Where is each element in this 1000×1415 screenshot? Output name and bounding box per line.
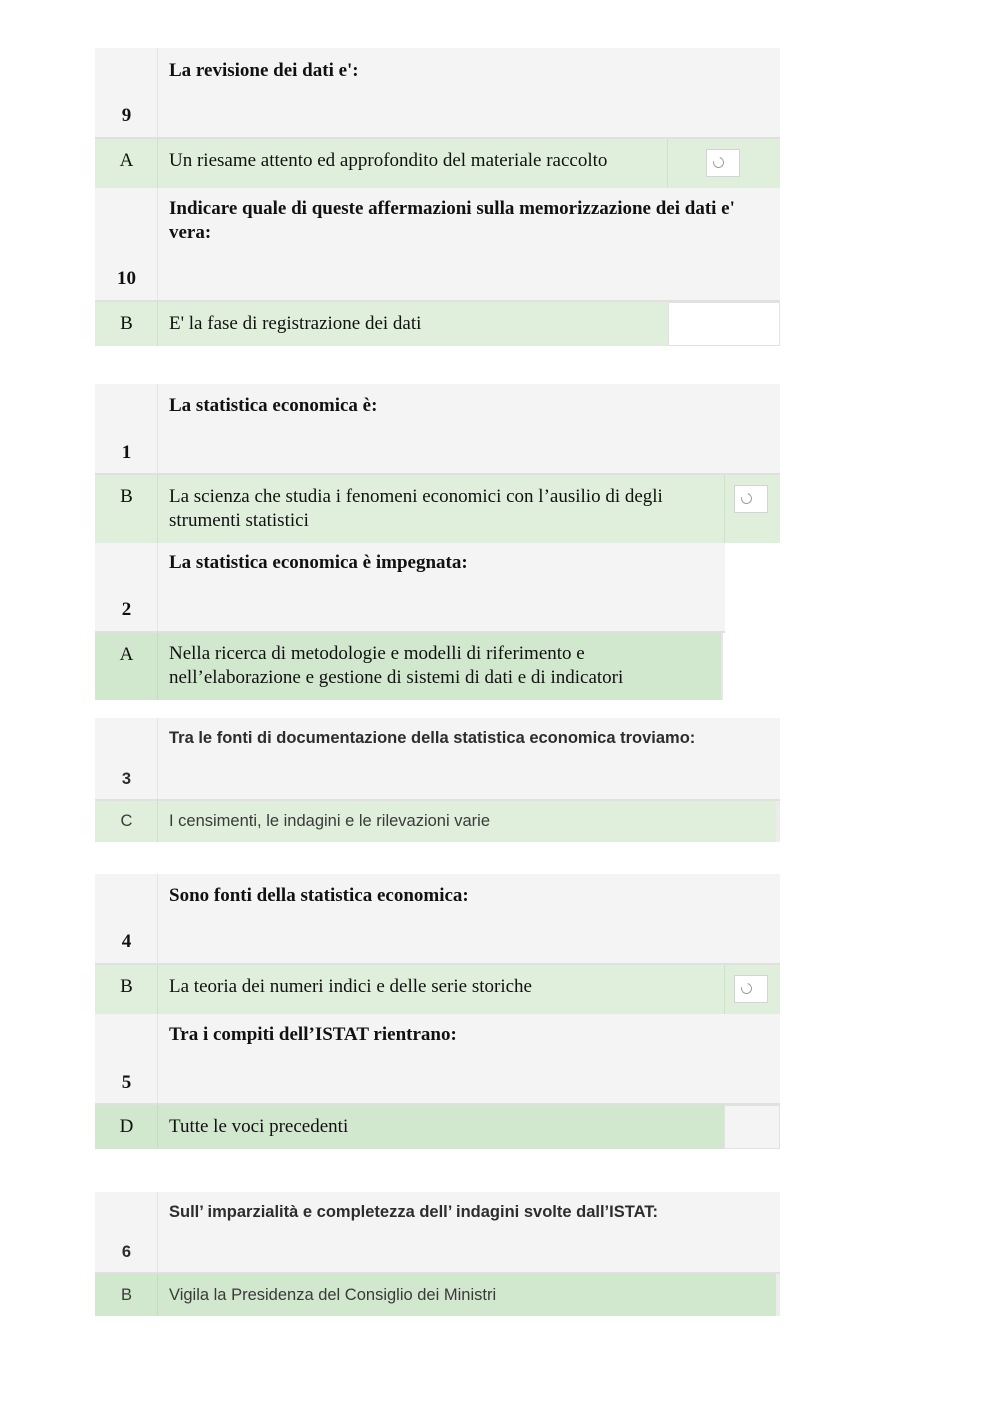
- answer-text: Un riesame attento ed approfondito del materiale raccolto: [169, 150, 608, 171]
- answer-row: [95, 801, 780, 842]
- answer-text: La teoria dei numeri indici e delle serie storiche: [169, 976, 532, 997]
- answer-radio[interactable]: [734, 975, 768, 1003]
- question-row: [95, 188, 780, 302]
- answer-letter: B: [120, 976, 133, 997]
- quiz-block-5: [95, 1192, 780, 1316]
- answer-row: [95, 633, 723, 700]
- answer-row: [95, 475, 780, 543]
- answer-letter: A: [119, 644, 134, 665]
- question-text: Tra i compiti dell’ISTAT rientrano:: [169, 1024, 457, 1045]
- radio-circle-icon: [739, 981, 754, 996]
- answer-letter: B: [120, 1286, 132, 1304]
- answer-text: I censimenti, le indagini e le rilevazioni varie: [169, 812, 490, 830]
- question-row: [95, 1192, 780, 1274]
- question-text: Sono fonti della statistica economica:: [169, 885, 469, 906]
- question-row: [95, 1014, 780, 1105]
- question-text: Tra le fonti di documentazione della statistica economica troviamo:: [169, 729, 696, 747]
- question-text: Sull’ imparzialità e completezza dell’ indagini svolte dall’ISTAT:: [169, 1203, 659, 1221]
- answer-row: [95, 1105, 780, 1149]
- question-row: [95, 874, 780, 965]
- answer-row: [95, 139, 780, 188]
- question-text: Indicare quale di queste affermazioni sulla memorizzazione dei dati e' vera:: [169, 198, 735, 243]
- radio-circle-icon: [739, 491, 754, 506]
- question-text: La statistica economica è impegnata:: [169, 552, 468, 573]
- answer-row: [95, 302, 780, 346]
- answer-empty-cell: [668, 302, 780, 346]
- answer-text: E' la fase di registrazione dei dati: [169, 313, 422, 334]
- question-text: La revisione dei dati e':: [169, 60, 359, 81]
- answer-row: [95, 1274, 780, 1316]
- answer-letter: D: [119, 1116, 134, 1137]
- answer-text: Nella ricerca di metodologie e modelli di riferimento e nell’elaborazione e gestione di sistemi di dati e di indicatori: [169, 643, 624, 688]
- answer-row: [95, 965, 780, 1014]
- question-number: 1: [121, 442, 132, 463]
- question-row: [95, 48, 780, 139]
- quiz-block-2: [95, 384, 780, 700]
- answer-letter: C: [120, 812, 133, 830]
- question-number: 9: [121, 105, 132, 126]
- answer-letter: A: [119, 150, 134, 171]
- question-row: [95, 718, 780, 801]
- answer-letter: B: [120, 313, 133, 334]
- question-text: La statistica economica è:: [169, 395, 378, 416]
- quiz-block-1: [95, 48, 780, 346]
- answer-letter: B: [120, 486, 133, 507]
- question-row: [95, 543, 725, 633]
- answer-radio[interactable]: [706, 149, 740, 177]
- radio-circle-icon: [711, 155, 726, 170]
- answer-text: Tutte le voci precedenti: [169, 1116, 349, 1137]
- question-number: 6: [121, 1243, 132, 1261]
- question-row: [95, 384, 780, 475]
- question-number: 10: [117, 268, 136, 289]
- answer-empty-cell: [724, 1105, 780, 1149]
- quiz-block-4: [95, 874, 780, 1149]
- answer-text: La scienza che studia i fenomeni economici con l’ausilio di degli strumenti statistici: [169, 486, 663, 531]
- question-number: 2: [121, 599, 132, 620]
- answer-radio[interactable]: [734, 485, 768, 513]
- quiz-block-3: [95, 718, 780, 842]
- question-number: 5: [121, 1072, 132, 1093]
- question-number: 4: [121, 931, 132, 952]
- question-number: 3: [121, 770, 132, 788]
- answer-text: Vigila la Presidenza del Consiglio dei Ministri: [169, 1286, 497, 1304]
